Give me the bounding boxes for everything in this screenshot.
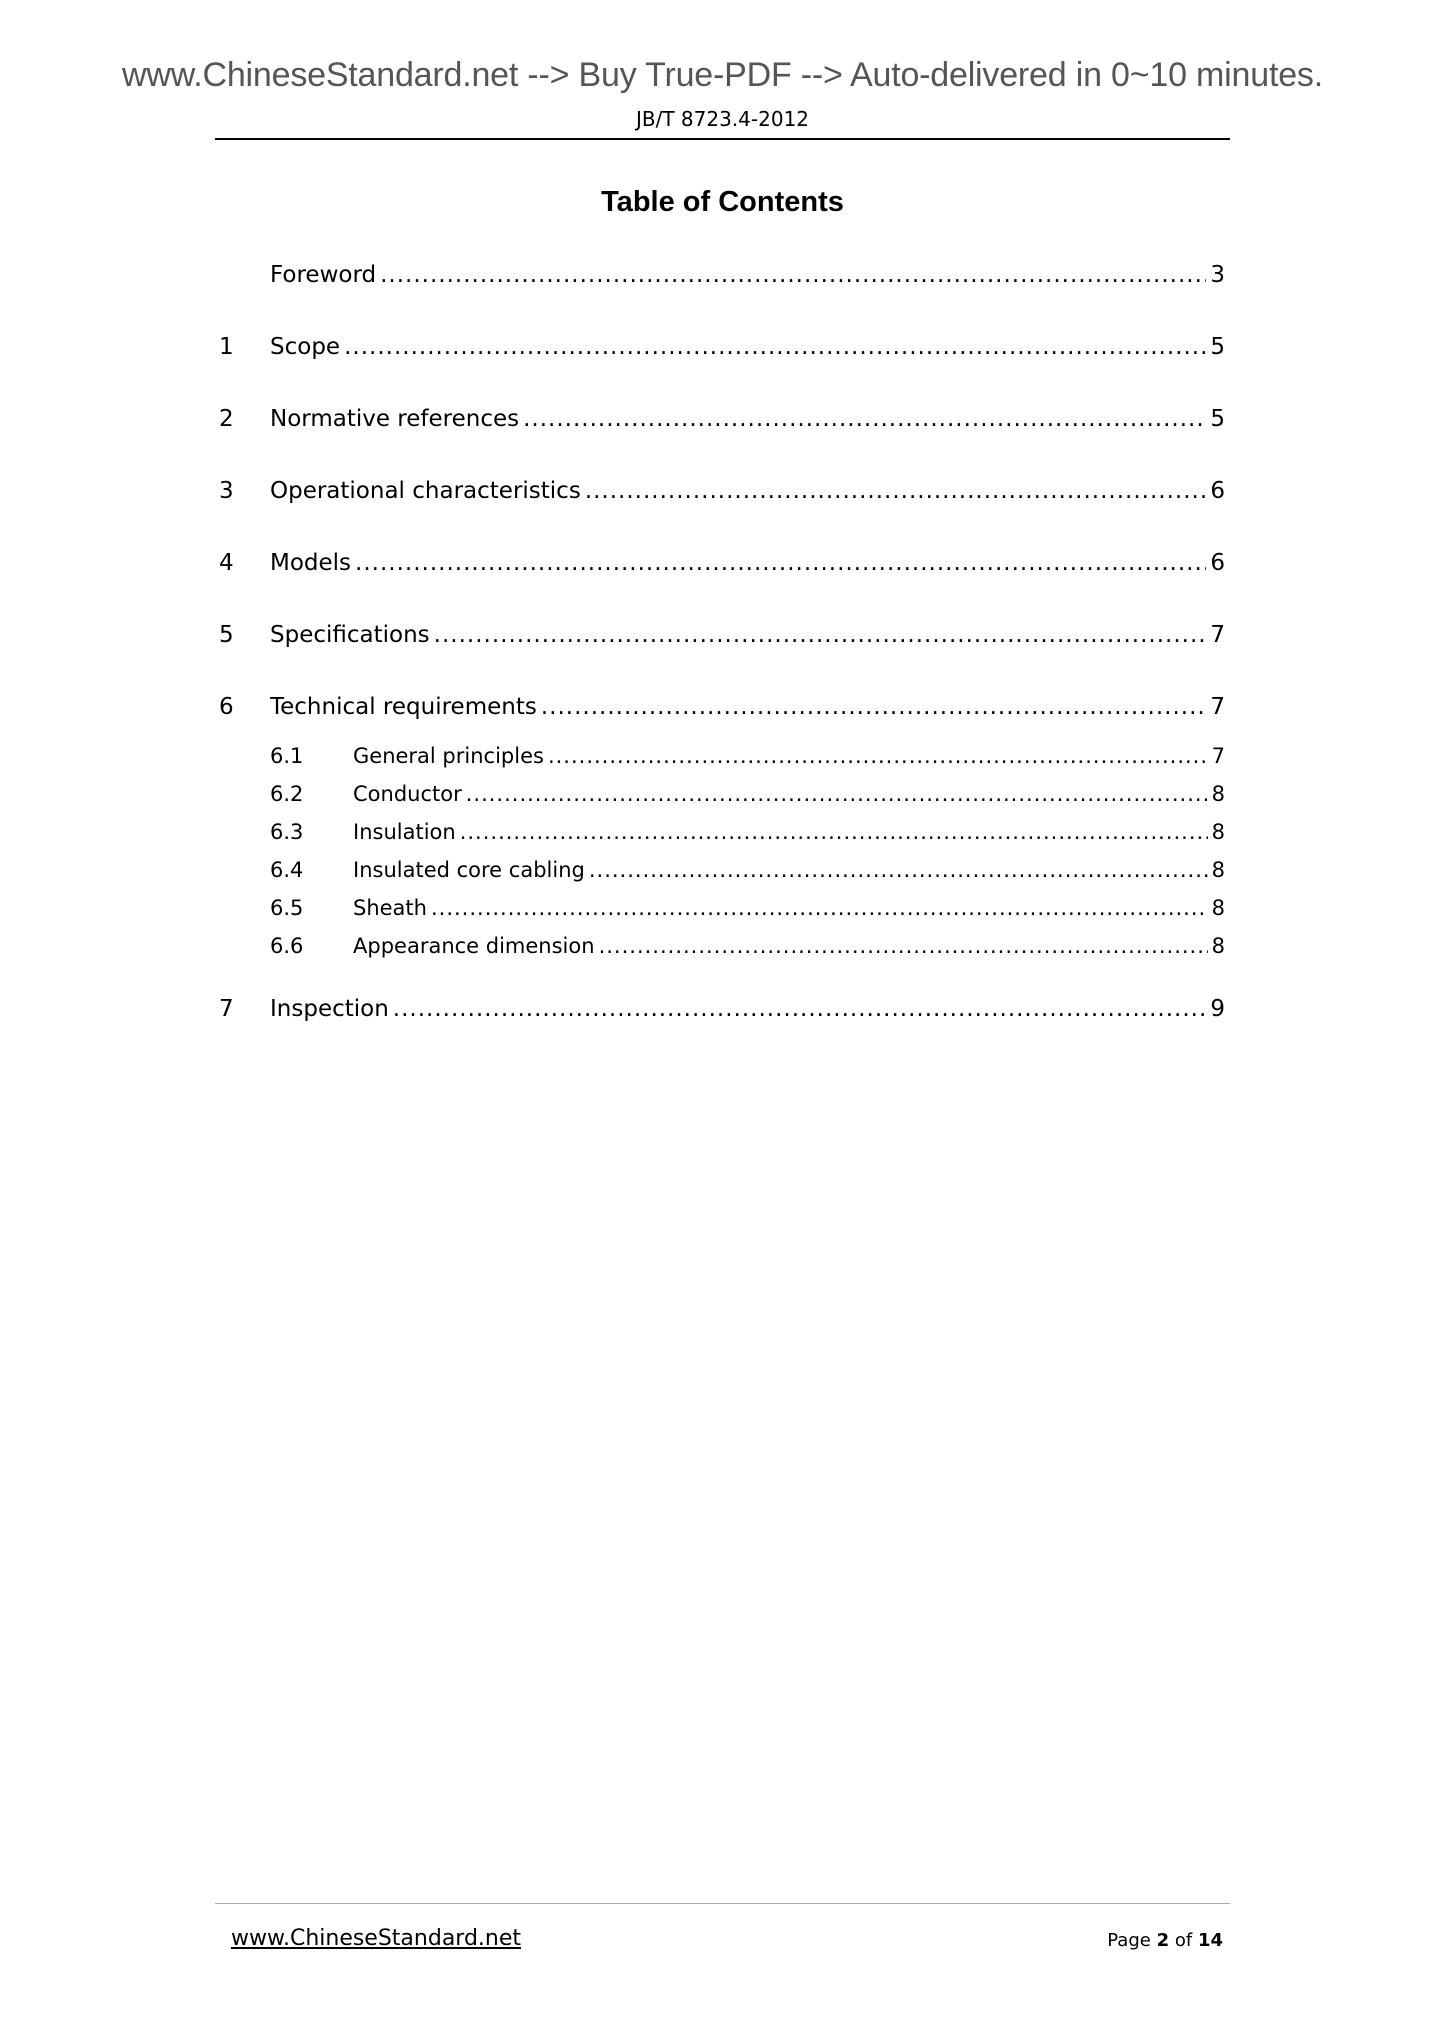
toc-entry-page: 8: [1211, 782, 1225, 806]
total-pages: 14: [1197, 1930, 1223, 1951]
toc-entry-operational-characteristics[interactable]: [219, 478, 1225, 504]
toc-entry-page: 6: [1210, 550, 1225, 576]
toc-entry-label: Insulation: [353, 820, 456, 844]
toc-entry-page: 8: [1211, 858, 1225, 882]
toc-entry-page: 7: [1211, 744, 1225, 768]
toc-entry-number: 4: [219, 550, 234, 576]
header-divider: [215, 138, 1230, 140]
toc-entry-number: 6.4: [270, 858, 304, 882]
toc-dot-leader: [380, 262, 1206, 288]
toc-entry-page: 3: [1210, 262, 1225, 288]
toc-entry-number: 6.1: [270, 744, 304, 768]
toc-entry-number: 1: [219, 334, 234, 360]
toc-entry-label: Appearance dimension: [353, 934, 595, 958]
toc-entry-label: Operational characteristics: [270, 478, 581, 504]
toc-dot-leader: [541, 694, 1207, 720]
toc-entry-page: 6: [1210, 478, 1225, 504]
toc-entry-number: 2: [219, 406, 234, 432]
toc-dot-leader: [460, 820, 1208, 844]
toc-entry-inspection[interactable]: [219, 996, 1225, 1022]
toc-dot-leader: [548, 744, 1208, 768]
toc-dot-leader: [523, 406, 1206, 432]
toc-entry-page: 5: [1210, 334, 1225, 360]
toc-entry-page: 7: [1210, 694, 1225, 720]
site-banner: www.ChineseStandard.net --> Buy True-PDF --> Auto-delivered in 0~10 minutes.: [122, 56, 1323, 94]
page-prefix: Page: [1107, 1930, 1151, 1951]
toc-dot-leader: [355, 550, 1206, 576]
toc-entry-label: Scope: [270, 334, 341, 360]
toc-dot-leader: [344, 334, 1206, 360]
toc-entry-label: Models: [270, 550, 352, 576]
toc-entry-appearance-dimension[interactable]: [219, 934, 1225, 958]
footer-site-link[interactable]: www.ChineseStandard.net: [231, 1926, 522, 1951]
toc-dot-leader: [431, 896, 1208, 920]
toc-entry-number: 6.5: [270, 896, 304, 920]
toc-entry-insulated-core-cabling[interactable]: [219, 858, 1225, 882]
toc-entry-specifications[interactable]: [219, 622, 1225, 648]
toc-entry-label: Insulated core cabling: [353, 858, 585, 882]
toc-title: Table of Contents: [601, 186, 844, 218]
toc-entry-number: 3: [219, 478, 234, 504]
toc-entry-number: 6.3: [270, 820, 304, 844]
toc-entry-technical-requirements[interactable]: [219, 694, 1225, 720]
toc-entry-scope[interactable]: [219, 334, 1225, 360]
toc-dot-leader: [599, 934, 1208, 958]
toc-dot-leader: [393, 996, 1207, 1022]
toc-entry-label: Inspection: [270, 996, 389, 1022]
current-page-number: 2: [1156, 1930, 1170, 1951]
toc-entry-number: 6: [219, 694, 234, 720]
toc-entry-label: Technical requirements: [270, 694, 537, 720]
toc-entry-label: Foreword: [270, 262, 377, 288]
toc-entry-sheath[interactable]: [219, 896, 1225, 920]
toc-entry-page: 8: [1211, 934, 1225, 958]
page-indicator: [1107, 1930, 1223, 1951]
toc-entry-number: 6.6: [270, 934, 304, 958]
toc-entry-conductor[interactable]: [219, 782, 1225, 806]
toc-entry-label: Conductor: [353, 782, 462, 806]
toc-entry-insulation[interactable]: [219, 820, 1225, 844]
toc-entry-page: 5: [1210, 406, 1225, 432]
toc-entry-page: 9: [1210, 996, 1225, 1022]
toc-entry-number: 5: [219, 622, 234, 648]
toc-dot-leader: [589, 858, 1208, 882]
toc-dot-leader: [585, 478, 1207, 504]
page-of: of: [1174, 1930, 1193, 1951]
document-code: JB/T 8723.4-2012: [635, 107, 810, 131]
toc-entry-label: Sheath: [353, 896, 427, 920]
toc-entry-label: Specifications: [270, 622, 430, 648]
toc-entry-general-principles[interactable]: [219, 744, 1225, 768]
toc-entry-models[interactable]: [219, 550, 1225, 576]
footer-divider: [215, 1903, 1230, 1904]
toc-dot-leader: [466, 782, 1208, 806]
toc-entry-label: Normative references: [270, 406, 520, 432]
toc-entry-page: 8: [1211, 896, 1225, 920]
toc-entry-label: General principles: [353, 744, 544, 768]
toc-entry-number: 6.2: [270, 782, 304, 806]
toc-entry-foreword[interactable]: [219, 262, 1225, 288]
toc-entry-number: 7: [219, 996, 234, 1022]
toc-entry-page: 8: [1211, 820, 1225, 844]
toc-entry-page: 7: [1210, 622, 1225, 648]
toc-entry-normative-references[interactable]: [219, 406, 1225, 432]
toc-dot-leader: [434, 622, 1207, 648]
